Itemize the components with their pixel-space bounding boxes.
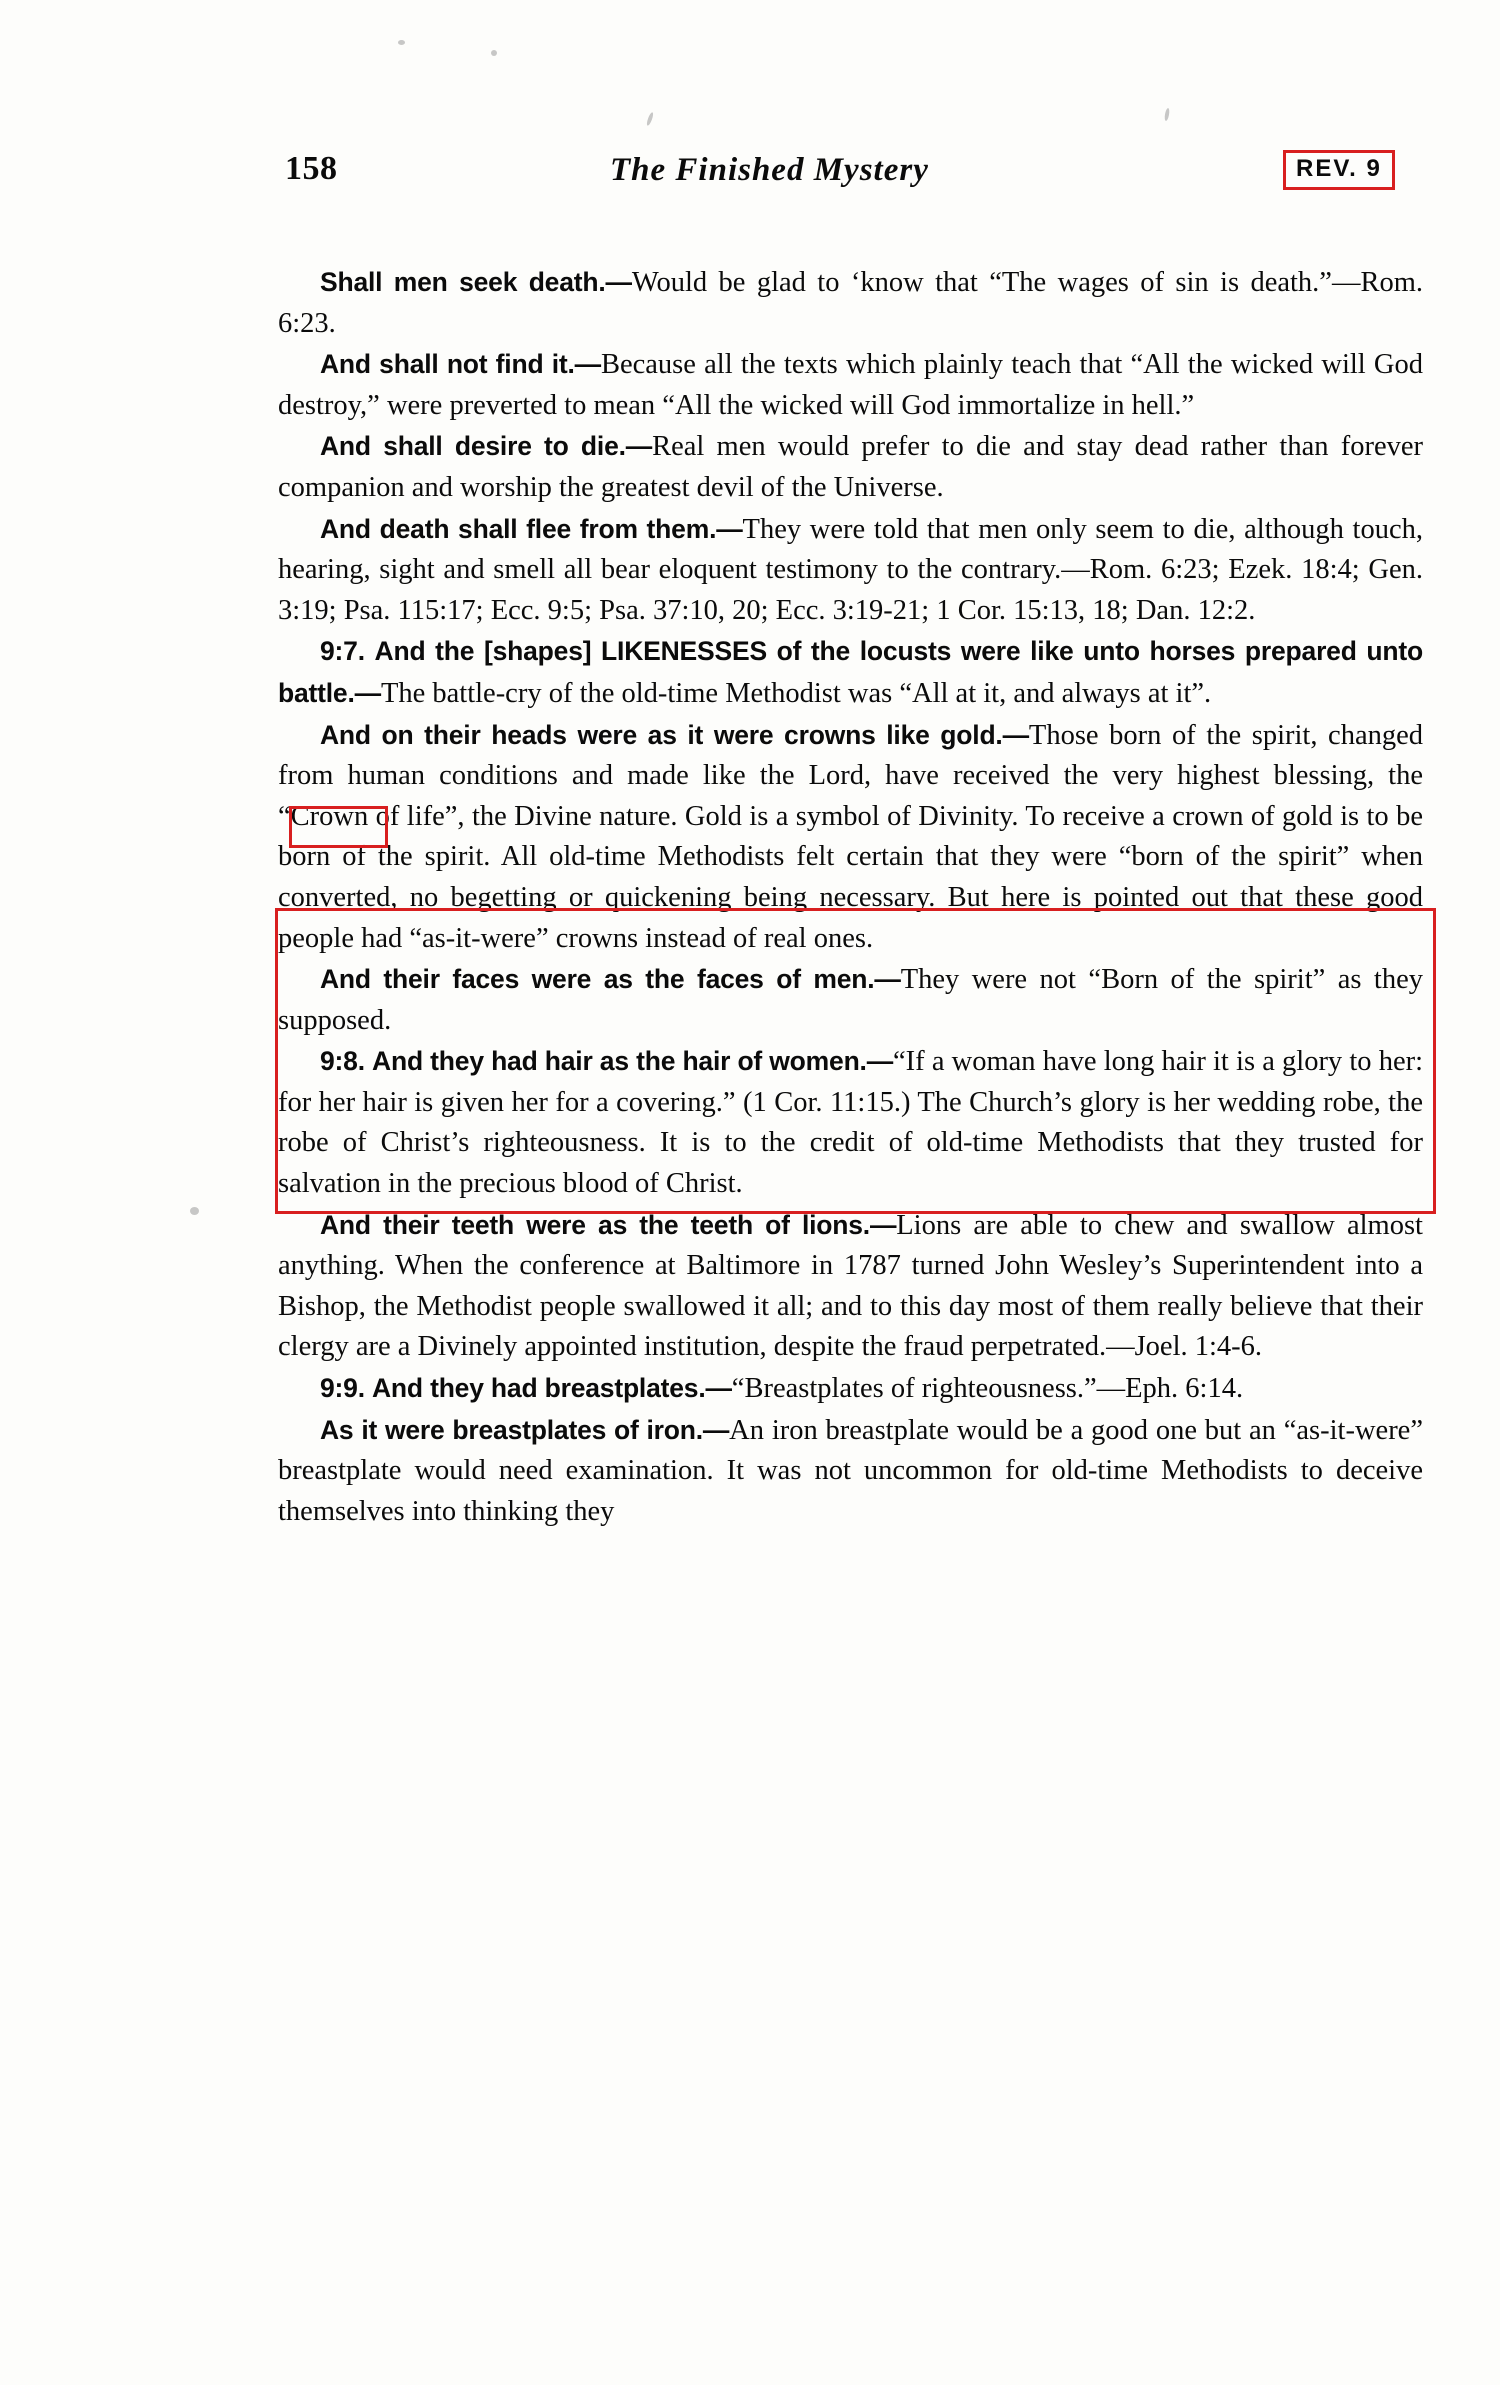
chapter-tag: REV. 9 bbox=[1283, 150, 1395, 190]
scan-speck bbox=[1164, 108, 1170, 121]
scan-speck bbox=[646, 112, 655, 127]
paragraph-text: They were not “Born of the spirit” as they supposed. bbox=[278, 964, 1423, 1036]
paragraph-text: Because all the texts which plainly teach that “All the wicked will God destroy,” were preverted to mean “All the wicked will God immortalize in hell.” bbox=[278, 349, 1424, 421]
body-column bbox=[278, 262, 1423, 1532]
scan-speck bbox=[398, 40, 405, 45]
paragraph bbox=[278, 426, 1423, 508]
paragraph-text: Those born of the spirit, changed from human conditions and made like the Lord, have received the very highest blessing, the “Crown of life”, the Divine nature. Gold is a symbol of Divinity. To receive a crown of gold is to be born of the spirit. All old-time Methodists felt certain that they were “born of the spirit” when converted, no begetting or quickening being necessary. But here is pointed out that these good people had “as-it-were” crowns instead of real ones. bbox=[278, 719, 1424, 954]
paragraph-faces bbox=[278, 959, 1423, 1041]
lemma: Shall men seek death.— bbox=[320, 267, 632, 297]
paragraph-text: “If a woman have long hair it is a glory to her: for her hair is given her for a covering.” (1 Cor. 11:15.) The Church’s glory is her wedding robe, the robe of Christ’s righteousness. It is to the credit of old-time Methodists that they trusted for salvation in the precious blood of Christ. bbox=[278, 1046, 1424, 1200]
paragraph-text: Lions are able to chew and swallow almost anything. When the conference at Baltimore in 1787 turned John Wesley’s Superintendent into a Bishop, the Methodist people swallowed it all; and to this day most of them really believe that their clergy are a Divinely appointed institution, despite the fraud perpetrated.—Joel. 1:4-6. bbox=[278, 1209, 1423, 1363]
paragraph-verse-9-7 bbox=[278, 631, 1423, 714]
paragraph-text: “Breastplates of righteousness.”—Eph. 6:14. bbox=[731, 1373, 1244, 1405]
paragraph-text: Real men would prefer to die and stay dead rather than forever companion and worship the greatest devil of the Universe. bbox=[278, 431, 1423, 503]
paragraph bbox=[278, 262, 1423, 344]
verse-number: 9:9. bbox=[320, 1373, 365, 1404]
paragraph-text: The battle-cry of the old-time Methodist was “All at it, and always at it”. bbox=[380, 677, 1212, 709]
lemma: And they had breastplates.— bbox=[372, 1373, 732, 1404]
verse-number: 9:8. bbox=[320, 1046, 365, 1077]
lemma: And shall not find it.— bbox=[320, 349, 601, 380]
page-number: 158 bbox=[285, 150, 338, 187]
paragraph-text: Would be glad to ‘know that “The wages of sin is death.”—Rom. 6:23. bbox=[278, 267, 1424, 339]
paragraph-crowns bbox=[278, 715, 1423, 960]
lemma: And they had hair as the hair of women.— bbox=[372, 1046, 894, 1077]
paragraph-text: They were told that men only seem to die, although touch, hearing, sight and smell all bear eloquent testimony to the contrary.—Rom. 6:23; Ezek. 18:4; Gen. 3:19; Psa. 115:17; Ecc. 9:5; Psa. 37:10, 20; Ecc. 3:19-21; 1 Cor. 15:13, 18; Dan. 12:2. bbox=[278, 513, 1423, 626]
paragraph-verse-9-8 bbox=[278, 1041, 1423, 1204]
scan-speck bbox=[491, 50, 497, 56]
lemma: As it were breastplates of iron.— bbox=[320, 1414, 730, 1445]
paragraph bbox=[278, 344, 1423, 426]
page-header bbox=[0, 150, 1500, 210]
running-title: The Finished Mystery bbox=[610, 152, 929, 188]
paragraph bbox=[278, 509, 1423, 632]
paragraph bbox=[278, 1205, 1423, 1368]
lemma: And death shall flee from them.— bbox=[320, 513, 743, 544]
paragraph-verse-9-9 bbox=[278, 1368, 1423, 1410]
lemma: And their faces were as the faces of men.— bbox=[320, 964, 901, 995]
lemma: And on their heads were as it were crowns like gold.— bbox=[320, 719, 1029, 750]
scan-speck bbox=[190, 1207, 199, 1215]
lemma: And the [shapes] LIKENESSES of the locusts were like unto horses prepared unto battle.— bbox=[278, 636, 1423, 708]
lemma: And their teeth were as the teeth of lions.— bbox=[320, 1209, 897, 1240]
lemma: And shall desire to die.— bbox=[320, 431, 653, 462]
verse-number: 9:7. bbox=[320, 636, 365, 667]
paragraph-text: An iron breastplate would be a good one but an “as-it-were” breastplate would need examination. It was not uncommon for old-time Methodists to deceive themselves into thinking they bbox=[278, 1414, 1423, 1527]
paragraph bbox=[278, 1410, 1423, 1533]
